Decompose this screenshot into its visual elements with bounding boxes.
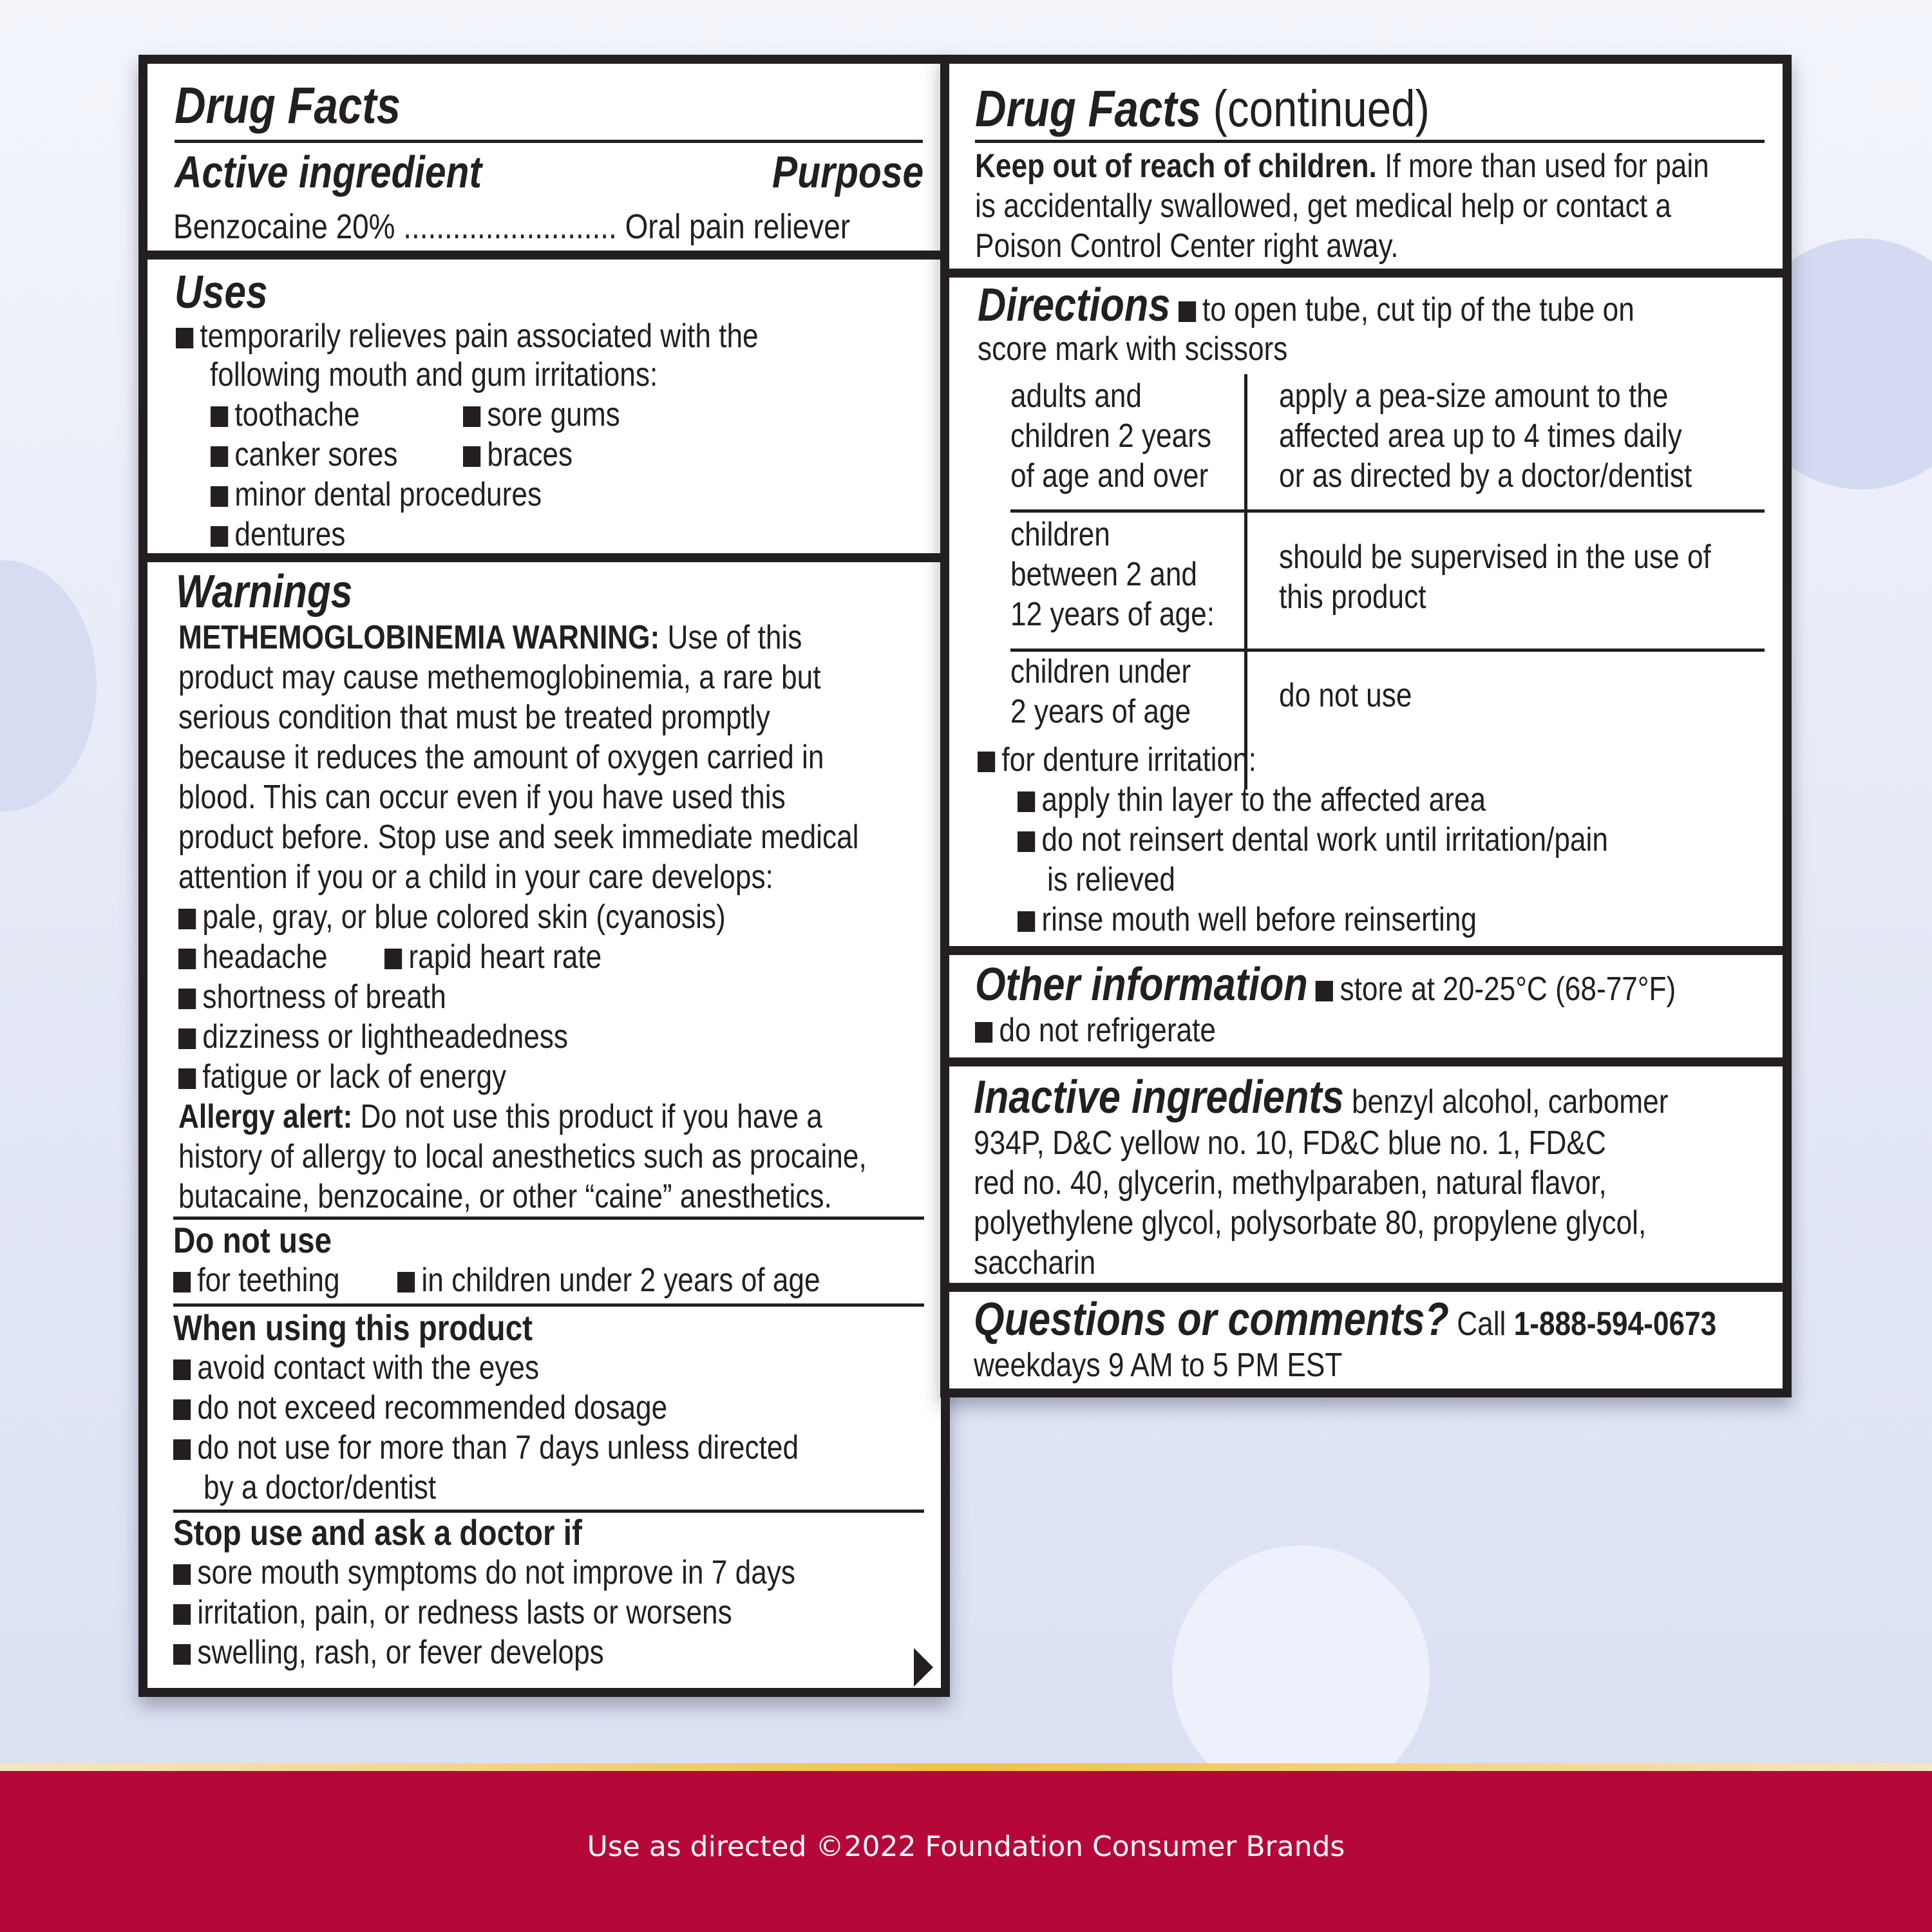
- drug-facts-panel-left: [138, 55, 950, 1697]
- symptom-item: headache: [178, 937, 328, 977]
- when-using-item: do not exceed recommended dosage: [173, 1388, 667, 1428]
- directions-intro: Directions to open tube, cut tip of the tube on: [978, 279, 1634, 331]
- inactive-heading: Inactive ingredients: [974, 1072, 1344, 1123]
- other-info-heading: Other information: [975, 959, 1308, 1010]
- bullet-square-icon: [178, 1028, 196, 1049]
- bullet-square-icon: [975, 1022, 992, 1043]
- bullet-square-icon: [978, 752, 995, 772]
- uses-item: dentures: [211, 515, 345, 554]
- table-cell-what: or as directed by a doctor/dentist: [1279, 457, 1692, 495]
- section-divider: [949, 1057, 1783, 1066]
- bullet-square-icon: [1316, 981, 1333, 1001]
- warning-line: product may cause methemoglobinemia, a rare but: [178, 659, 821, 696]
- bullet-square-icon: [178, 1068, 196, 1089]
- table-cell-who: adults and: [1010, 377, 1142, 415]
- inactive-line: 934P, D&C yellow no. 10, FD&C blue no. 1, FD&C: [974, 1124, 1606, 1162]
- stop-use-heading: Stop use and ask a doctor if: [173, 1512, 582, 1553]
- bullet-square-icon: [1018, 831, 1035, 852]
- inactive-line: red no. 40, glycerin, methylparaben, natural flavor,: [974, 1164, 1607, 1202]
- bullet-square-icon: [178, 989, 196, 1009]
- symptom-item: pale, gray, or blue colored skin (cyanosis): [178, 897, 726, 937]
- table-cell-what: apply a pea-size amount to the: [1279, 377, 1669, 415]
- subsection-rule: [173, 1303, 924, 1307]
- section-divider: [147, 251, 941, 260]
- bullet-square-icon: [178, 949, 196, 969]
- directions-line: score mark with scissors: [978, 330, 1288, 368]
- bullet-square-icon: [463, 406, 480, 427]
- bullet-square-icon: [211, 446, 228, 467]
- uses-item: braces: [463, 435, 573, 475]
- warnings-heading: Warnings: [176, 566, 353, 618]
- denture-item: rinse mouth well before reinserting: [1018, 900, 1477, 940]
- uses-line: temporarily relieves pain associated with the: [176, 316, 759, 356]
- when-using-item: by a doctor/dentist: [204, 1469, 437, 1506]
- active-ingredient-heading: Active ingredient: [175, 147, 482, 197]
- phone-number: 1-888-594-0673: [1513, 1305, 1717, 1343]
- allergy-alert: Allergy alert: Do not use this product if you have a: [178, 1098, 822, 1135]
- table-cell-who: children: [1010, 516, 1110, 553]
- bullet-square-icon: [1179, 301, 1196, 322]
- table-cell-who: between 2 and: [1010, 556, 1198, 593]
- do-not-use-item: for teething: [173, 1260, 340, 1300]
- section-divider: [949, 1283, 1783, 1292]
- other-info-line: Other information store at 20-25°C (68-77°F): [975, 959, 1676, 1010]
- uses-item: toothache: [211, 395, 360, 435]
- questions-line: Questions or comments? Call 1-888-594-0673: [974, 1294, 1717, 1345]
- allergy-line: history of allergy to local anesthetics such as procaine,: [178, 1138, 867, 1175]
- symptom-item: dizziness or lightheadedness: [178, 1017, 568, 1057]
- uses-line: following mouth and gum irritations:: [210, 356, 658, 393]
- table-cell-what: do not use: [1279, 677, 1412, 714]
- section-divider: [949, 946, 1783, 955]
- when-using-item: avoid contact with the eyes: [173, 1348, 539, 1388]
- footer-copyright: Use as directed ©2022 Foundation Consumer Brands: [587, 1830, 1345, 1863]
- title-rule: [175, 140, 923, 143]
- do-not-use-heading: Do not use: [173, 1220, 332, 1260]
- stop-use-item: swelling, rash, or fever develops: [173, 1633, 604, 1672]
- symptom-item: fatigue or lack of energy: [178, 1057, 506, 1097]
- bullet-square-icon: [211, 406, 228, 427]
- bullet-square-icon: [1018, 911, 1035, 932]
- continued-arrow-icon: [914, 1648, 933, 1687]
- questions-heading: Questions or comments?: [974, 1294, 1449, 1345]
- bullet-square-icon: [173, 1399, 191, 1420]
- bullet-square-icon: [173, 1272, 191, 1293]
- table-column-rule: [1244, 374, 1247, 790]
- keep-out-warning: Keep out of reach of children. If more than used for pain: [975, 147, 1709, 185]
- keep-out-line: is accidentally swallowed, get medical help or contact a: [975, 187, 1672, 225]
- table-row-rule: [1010, 509, 1765, 513]
- methemoglobinemia-warning: METHEMOGLOBINEMIA WARNING: Use of this: [178, 619, 802, 656]
- warning-line: because it reduces the amount of oxygen carried in: [178, 739, 824, 776]
- table-cell-what: this product: [1279, 578, 1426, 616]
- when-using-heading: When using this product: [173, 1307, 533, 1348]
- title-rule: [975, 140, 1765, 143]
- other-info-item: do not refrigerate: [975, 1010, 1216, 1050]
- bullet-square-icon: [1018, 791, 1035, 812]
- warning-line: serious condition that must be treated promptly: [178, 699, 770, 736]
- table-cell-who: children 2 years: [1010, 417, 1212, 455]
- bullet-square-icon: [173, 1604, 191, 1625]
- warning-line: attention if you or a child in your care develops:: [178, 858, 773, 896]
- bullet-square-icon: [176, 328, 193, 348]
- bullet-square-icon: [173, 1644, 191, 1665]
- bullet-square-icon: [397, 1272, 415, 1293]
- bullet-square-icon: [178, 909, 196, 929]
- bullet-square-icon: [463, 446, 480, 467]
- directions-heading: Directions: [978, 279, 1171, 331]
- active-ingredient-line: Benzocaine 20% .......................... Oral pain reliever: [173, 207, 851, 246]
- bullet-square-icon: [211, 486, 228, 507]
- drug-facts-title: Drug Facts: [175, 77, 401, 134]
- table-cell-what: affected area up to 4 times daily: [1279, 417, 1682, 455]
- stop-use-item: sore mouth symptoms do not improve in 7 days: [173, 1553, 795, 1593]
- uses-heading: Uses: [175, 267, 268, 318]
- symptom-item: rapid heart rate: [384, 937, 601, 977]
- bullet-square-icon: [173, 1359, 191, 1380]
- background-circle: [0, 560, 97, 811]
- table-cell-who: 12 years of age:: [1010, 596, 1215, 633]
- footer-gold-stripe: [0, 1763, 1932, 1771]
- denture-label: for denture irritation:: [978, 740, 1256, 780]
- bullet-square-icon: [384, 949, 402, 969]
- uses-item: canker sores: [211, 435, 397, 475]
- inactive-line: saccharin: [974, 1244, 1096, 1282]
- section-divider: [147, 553, 941, 562]
- bullet-square-icon: [173, 1564, 191, 1585]
- uses-item: minor dental procedures: [211, 475, 542, 515]
- table-cell-who: 2 years of age: [1010, 693, 1191, 730]
- warning-line: blood. This can occur even if you have used this: [178, 779, 786, 816]
- table-cell-what: should be supervised in the use of: [1279, 538, 1711, 576]
- inactive-line: polyethylene glycol, polysorbate 80, propylene glycol,: [974, 1204, 1647, 1242]
- keep-out-line: Poison Control Center right away.: [975, 227, 1399, 265]
- purpose-heading: Purpose: [772, 147, 924, 197]
- when-using-item: do not use for more than 7 days unless directed: [173, 1428, 799, 1468]
- do-not-use-item: in children under 2 years of age: [397, 1260, 820, 1300]
- continued-title: Drug Facts (continued): [975, 80, 1430, 137]
- table-cell-who: of age and over: [1010, 457, 1209, 495]
- questions-hours: weekdays 9 AM to 5 PM EST: [974, 1347, 1343, 1384]
- denture-item: apply thin layer to the affected area: [1018, 780, 1486, 820]
- warning-line: product before. Stop use and seek immediate medical: [178, 819, 859, 856]
- table-cell-who: children under: [1010, 653, 1191, 690]
- section-divider: [949, 269, 1783, 278]
- symptom-item: shortness of breath: [178, 977, 446, 1017]
- denture-item: do not reinsert dental work until irritation/pain: [1018, 820, 1608, 860]
- stop-use-item: irritation, pain, or redness lasts or worsens: [173, 1593, 732, 1633]
- inactive-line: Inactive ingredients benzyl alcohol, carbomer: [974, 1072, 1669, 1123]
- uses-item: sore gums: [463, 395, 620, 435]
- drug-facts-panel-right: [940, 55, 1792, 1397]
- bullet-square-icon: [211, 526, 228, 547]
- denture-item: is relieved: [1047, 861, 1175, 898]
- bullet-square-icon: [173, 1439, 191, 1460]
- allergy-line: butacaine, benzocaine, or other “caine” anesthetics.: [178, 1178, 832, 1215]
